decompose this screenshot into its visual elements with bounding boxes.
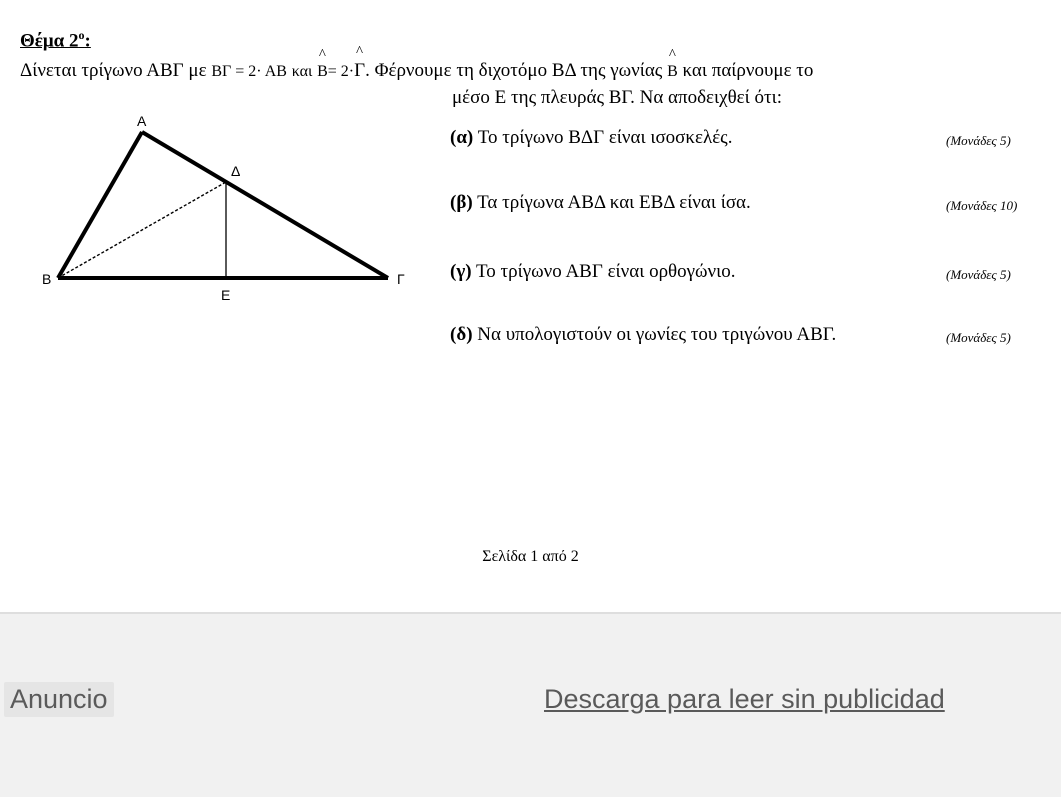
points-d: (Μονάδες 5) <box>946 330 1011 345</box>
label-b: Β <box>42 271 52 287</box>
triangle-figure <box>30 110 420 300</box>
problem-heading: Θέμα $2^o$: <box>20 28 91 52</box>
problem-intro-line1: Δίνεται τρίγωνο ΑΒΓ με ΒΓ = 2· ΑΒ και ^ Β= 2·^ Γ. Φέρνουμε τη διχοτόμο ΒΔ της γωνίας ^ Β και παίρνουμε το <box>20 60 813 82</box>
label-g: Γ <box>397 271 405 287</box>
label-a: Α <box>137 113 147 129</box>
problem-intro-line2: μέσο Ε της πλευράς ΒΓ. Να αποδειχθεί ότι: <box>452 87 783 108</box>
side-ag <box>142 132 388 278</box>
points-c: (Μονάδες 5) <box>946 267 1011 282</box>
points-b: (Μονάδες 10) <box>946 198 1018 213</box>
points-a: (Μονάδες 5) <box>946 133 1011 148</box>
ad-label: Anuncio <box>4 682 114 717</box>
download-ad-free-link[interactable]: Descarga para leer sin publicidad <box>544 684 945 714</box>
side-ab <box>58 132 142 278</box>
question-d: (δ) Να υπολογιστούν οι γωνίες του τριγώνου ΑΒΓ. <box>450 324 837 345</box>
ad-bar <box>0 612 1061 797</box>
question-a: (α) Το τρίγωνο ΒΔΓ είναι ισοσκελές. <box>450 127 733 148</box>
label-d: Δ <box>231 163 241 179</box>
page-number: Σελίδα 1 από 2 <box>482 548 579 565</box>
angle-b2-symbol: ^ Β <box>667 63 678 81</box>
bisector-bd <box>58 182 226 278</box>
angle-b-symbol: ^ Β <box>317 63 328 81</box>
label-e: Ε <box>221 287 231 300</box>
question-c: (γ) Το τρίγωνο ΑΒΓ είναι ορθογώνιο. <box>450 261 736 282</box>
question-b: (β) Τα τρίγωνα ΑΒΔ και ΕΒΔ είναι ίσα. <box>450 192 751 213</box>
angle-g-symbol: ^ Γ <box>354 60 365 82</box>
